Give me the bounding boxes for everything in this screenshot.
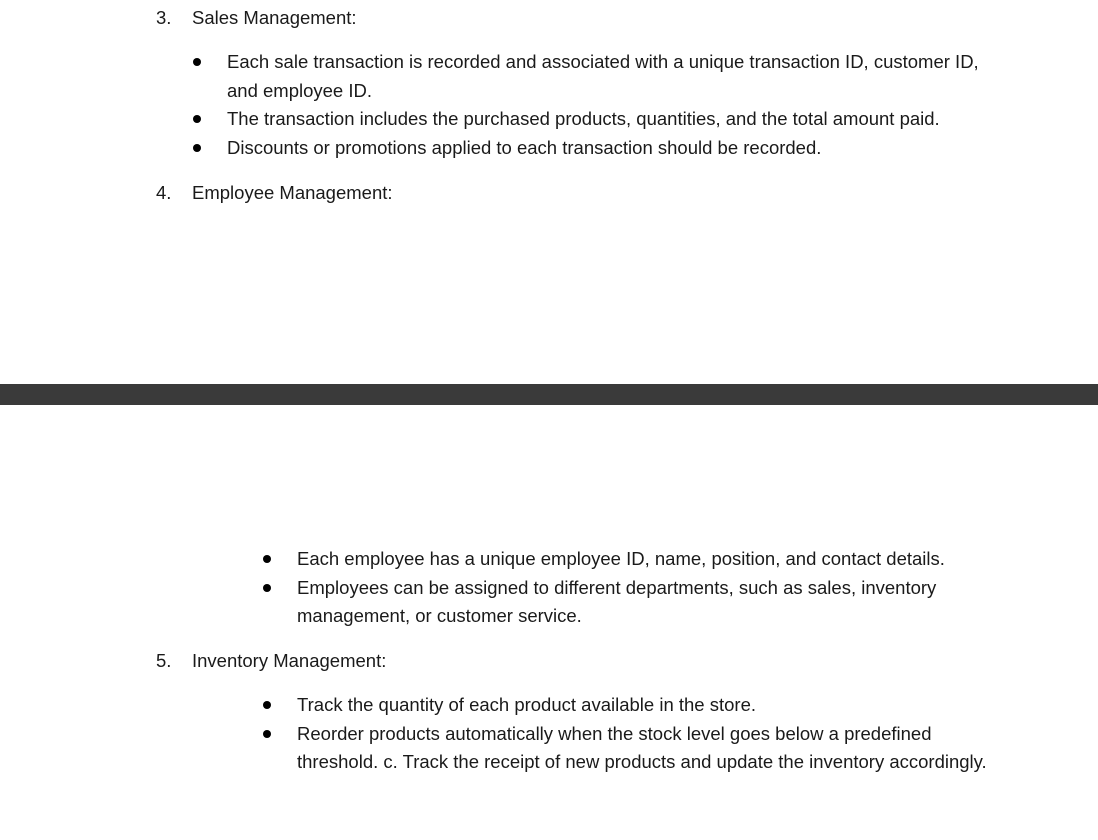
inventory-management-list — [297, 691, 997, 777]
section-heading-inventory-management — [156, 649, 386, 673]
bullet-icon — [263, 584, 271, 592]
list-item: Each sale transaction is recorded and associated with a unique transaction ID, customer ID, and employee ID. — [227, 48, 1007, 105]
bullet-icon — [193, 58, 201, 66]
page-divider — [0, 384, 1098, 405]
list-item: Reorder products automatically when the stock level goes below a predefined threshold. c. Track the receipt of new products and update the inventory accordingly. — [297, 720, 997, 777]
list-item: Track the quantity of each product available in the store. — [297, 691, 997, 720]
bullet-icon — [263, 701, 271, 709]
bullet-icon — [193, 115, 201, 123]
section-number: 4. — [156, 182, 172, 203]
employee-management-list — [297, 545, 997, 631]
section-title: Employee Management: — [192, 182, 393, 203]
section-number: 5. — [156, 650, 172, 671]
bullet-icon — [193, 144, 201, 152]
list-item: The transaction includes the purchased products, quantities, and the total amount paid. — [227, 105, 1007, 134]
section-title: Inventory Management: — [192, 650, 387, 671]
bullet-icon — [263, 555, 271, 563]
sales-management-list — [227, 48, 1007, 162]
section-number: 3. — [156, 7, 172, 28]
section-title: Sales Management: — [192, 7, 357, 28]
bullet-icon — [263, 730, 271, 738]
section-heading-sales-management — [156, 6, 357, 30]
list-item: Discounts or promotions applied to each transaction should be recorded. — [227, 134, 1007, 163]
list-item: Each employee has a unique employee ID, name, position, and contact details. — [297, 545, 997, 574]
list-item: Employees can be assigned to different departments, such as sales, inventory management, or customer service. — [297, 574, 997, 631]
section-heading-employee-management — [156, 181, 393, 205]
